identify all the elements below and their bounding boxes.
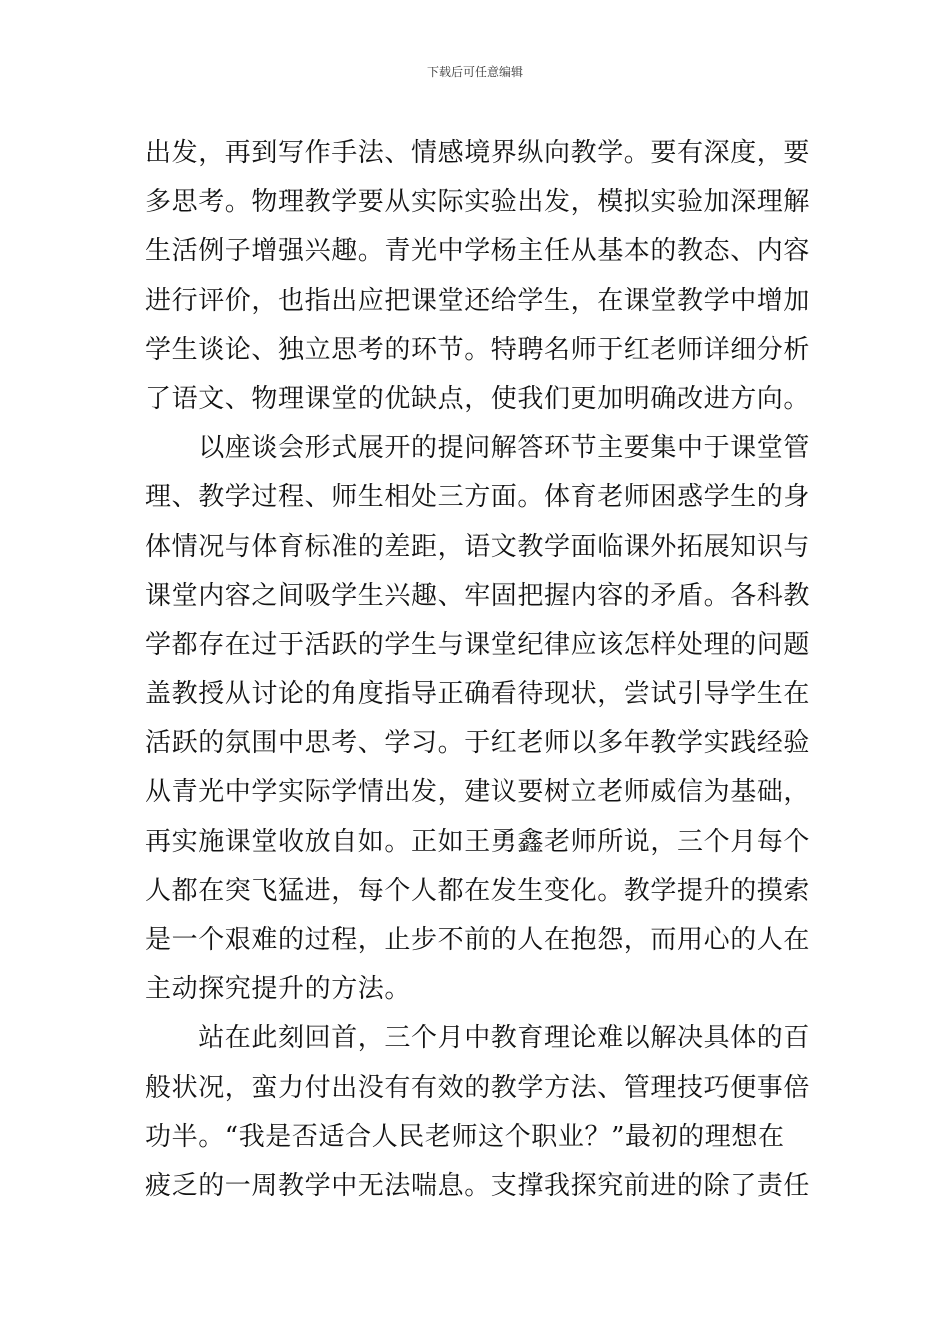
text-line: 功半。“我是否适合人民老师这个职业？”最初的理想在 bbox=[145, 1121, 785, 1152]
text-line: 从青光中学实际学情出发，建议要树立老师威信为基础， bbox=[145, 777, 811, 808]
text-line: 是一个艰难的过程，止步不前的人在抱怨，而用心的人在 bbox=[145, 925, 811, 955]
text-line: 学都存在过于活跃的学生与课堂纪律应该怎样处理的问题 bbox=[145, 629, 811, 660]
text-line: 出发，再到写作手法、情感境界纵向教学。要有深度，要 bbox=[145, 138, 811, 168]
text-line: 学生谈论、独立思考的环节。特聘名师于红老师详细分析 bbox=[145, 334, 811, 365]
paragraph-start-line: 站在此刻回首，三个月中教育理论难以解决具体的百 bbox=[145, 1023, 811, 1054]
text-line: 主动探究提升的方法。 bbox=[145, 974, 412, 1005]
document-body bbox=[145, 129, 815, 1211]
text-line: 了语文、物理课堂的优缺点，使我们更加明确改进方向。 bbox=[145, 383, 811, 414]
text-line: 人都在突飞猛进，每个人都在发生变化。教学提升的摸索 bbox=[145, 875, 811, 906]
text-line: 生活例子增强兴趣。青光中学杨主任从基本的教态、内容 bbox=[145, 236, 811, 267]
text-line: 体情况与体育标准的差距，语文教学面临课外拓展知识与 bbox=[145, 531, 811, 562]
text-line: 般状况，蛮力付出没有有效的教学方法、管理技巧便事倍 bbox=[145, 1072, 811, 1103]
text-line: 疲乏的一周教学中无法喘息。支撑我探究前进的除了责任 bbox=[145, 1170, 811, 1201]
text-line: 活跃的氛围中思考、学习。于红老师以多年教学实践经验 bbox=[145, 728, 811, 759]
text-line: 课堂内容之间吸学生兴趣、牢固把握内容的矛盾。各科教 bbox=[145, 580, 811, 611]
page-header: 下载后可任意编辑 bbox=[426, 65, 523, 79]
text-line: 盖教授从讨论的角度指导正确看待现状，尝试引导学生在 bbox=[145, 679, 811, 710]
text-line: 进行评价，也指出应把课堂还给学生，在课堂教学中增加 bbox=[145, 285, 811, 316]
text-line: 理、教学过程、师生相处三方面。体育老师困惑学生的身 bbox=[145, 482, 811, 513]
paragraph-start-line: 以座谈会形式展开的提问解答环节主要集中于课堂管 bbox=[145, 433, 811, 464]
text-line: 再实施课堂收放自如。正如王勇鑫老师所说，三个月每个 bbox=[145, 826, 811, 857]
text-line: 多思考。物理教学要从实际实验出发，模拟实验加深理解 bbox=[145, 187, 811, 218]
